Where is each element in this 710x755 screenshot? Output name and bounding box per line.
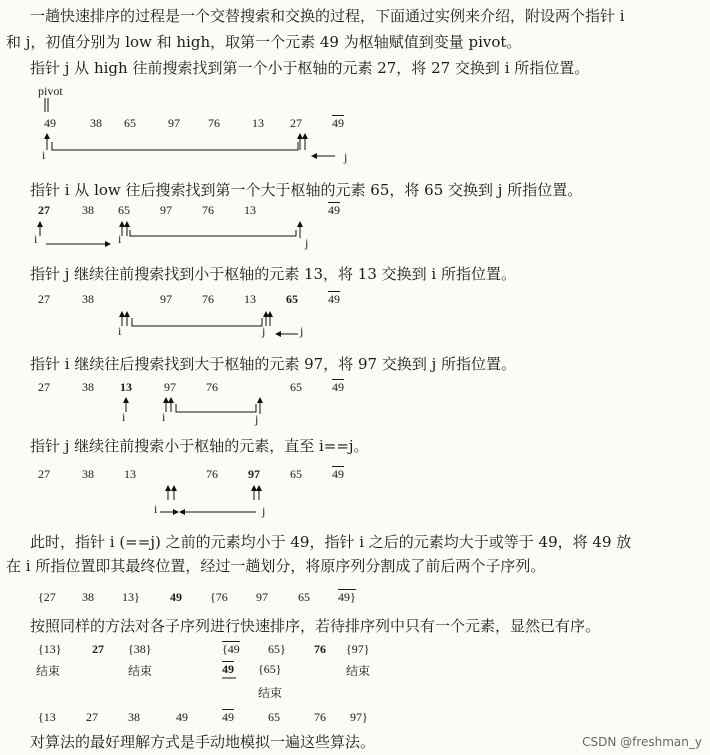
row1-cell: 76 <box>208 116 220 130</box>
row2-cell: 49 <box>328 203 340 217</box>
row5-cell: 13 <box>124 467 136 481</box>
row5-cell: 97 <box>248 467 260 481</box>
row6-cell: 49} <box>338 590 356 604</box>
row3-cell: 49 <box>328 292 340 306</box>
summary-line-1: 此时，指针 i (==j) 之前的元素均小于 49，指针 i 之后的元素均大于或等于 49，将 49 放 <box>30 533 632 551</box>
row1-cell: 27 <box>290 116 302 130</box>
row5-cell: 38 <box>82 467 94 481</box>
row8-cell: 49 <box>176 710 188 724</box>
row6-cell: {76 <box>210 590 228 604</box>
row4-cell: 65 <box>290 380 302 394</box>
done-label: 结束 <box>258 686 283 700</box>
row1-cell: 49 <box>44 116 56 130</box>
row4-cell: 97 <box>164 380 176 394</box>
row8-cell: 38 <box>128 710 140 724</box>
row3-cell: 13 <box>244 292 256 306</box>
row6-cell: 13} <box>122 590 140 604</box>
step3-text: 指针 j 继续往前搜索找到小于枢轴的元素 13，将 13 交换到 i 所指位置。 <box>30 265 517 283</box>
row3-cell: 38 <box>82 292 94 306</box>
row7-cell: 27 <box>92 642 104 656</box>
pointer-j: j <box>344 150 348 164</box>
row3-cell: 65 <box>286 292 298 306</box>
row6-cell: 65 <box>298 590 310 604</box>
row8-cell: 49 <box>222 710 234 724</box>
row3-cell: 76 <box>202 292 214 306</box>
done-label: 结束 <box>346 664 371 678</box>
step1-text: 指针 j 从 high 往前搜索找到第一个小于枢轴的元素 27，将 27 交换到 i 所指位置。 <box>30 59 590 77</box>
step6-text: 按照同样的方法对各子序列进行快速排序，若待排序列中只有一个元素，显然已有序。 <box>30 617 601 635</box>
row7b-cell: {65} <box>258 662 282 676</box>
row8-cell: 76 <box>314 710 326 724</box>
row7-cell: {49 <box>222 642 240 656</box>
row2-cell: 76 <box>202 203 214 217</box>
row7b-cell: 49 <box>222 662 234 676</box>
pointer-i: i <box>122 410 126 424</box>
row6-cell: 97 <box>256 590 268 604</box>
step4-text: 指针 i 继续往后搜索找到大于枢轴的元素 97，将 97 交换到 j 所指位置。 <box>30 355 517 373</box>
pointer-j: j <box>300 324 304 338</box>
pivot-label: pivot <box>38 84 63 98</box>
row4-cell: 38 <box>82 380 94 394</box>
row8-cell: 27 <box>86 710 98 724</box>
pointer-i: i <box>34 232 38 246</box>
row4-cell: 49 <box>332 380 344 394</box>
row3-cell: 27 <box>38 292 50 306</box>
row5-cell: 27 <box>38 467 50 481</box>
pointer-j: j <box>255 412 259 426</box>
row4-cell: 13 <box>120 380 132 394</box>
row5-cell: 65 <box>290 467 302 481</box>
intro-line-2: 和 j，初值分别为 low 和 high，取第一个元素 49 为枢轴赋值到变量 pivot。 <box>6 33 522 51</box>
done-label: 结束 <box>36 664 61 678</box>
intro-line-1: 一趟快速排序的过程是一个交替搜索和交换的过程，下面通过实例来介绍，附设两个指针 i <box>30 7 625 25</box>
final-text: 对算法的最好理解方式是手动地模拟一遍这些算法。 <box>30 733 376 751</box>
summary-line-2: 在 i 所指位置即其最终位置，经过一趟划分，将原序列分割成了前后两个子序列。 <box>6 557 546 575</box>
row2-cell: 97 <box>160 203 172 217</box>
row7-cell: 65} <box>268 642 286 656</box>
pointer-i: i <box>42 148 46 162</box>
row7-cell: {13} <box>38 642 62 656</box>
row2-cell: 27 <box>38 203 50 217</box>
row1-cell: 97 <box>168 116 180 130</box>
row5-cell: 76 <box>206 467 218 481</box>
pointer-j: j <box>262 324 266 338</box>
row1-cell: 65 <box>124 116 136 130</box>
done-label: 结束 <box>128 664 153 678</box>
row1-cell: 38 <box>90 116 102 130</box>
row6-cell: 38 <box>82 590 94 604</box>
pointer-j: j <box>305 236 309 250</box>
row6-cell: 49 <box>170 590 182 604</box>
row7-cell: 76 <box>314 642 326 656</box>
pointer-i: i <box>118 232 122 246</box>
pointer-i: i <box>162 410 166 424</box>
row7-cell: {97} <box>346 642 370 656</box>
pointer-i: i <box>118 324 122 338</box>
row5-cell: 49 <box>332 467 344 481</box>
row2-cell: 13 <box>244 203 256 217</box>
row4-cell: 76 <box>206 380 218 394</box>
row8-cell: 65 <box>268 710 280 724</box>
pointer-j: j <box>262 504 266 518</box>
step5-text: 指针 j 继续往前搜索小于枢轴的元素，直至 i==j。 <box>30 437 369 455</box>
row2-cell: 38 <box>82 203 94 217</box>
row7-cell: {38} <box>128 642 152 656</box>
watermark: CSDN @freshman_y <box>582 735 702 749</box>
row3-cell: 97 <box>160 292 172 306</box>
step2-text: 指针 i 从 low 往后搜索找到第一个大于枢轴的元素 65，将 65 交换到 j 所指位置。 <box>30 181 583 199</box>
row6-cell: {27 <box>38 590 56 604</box>
pointer-i: i <box>154 502 158 516</box>
row8-cell: 97} <box>350 710 368 724</box>
row4-cell: 27 <box>38 380 50 394</box>
row1-cell: 13 <box>252 116 264 130</box>
row2-cell: 65 <box>118 203 130 217</box>
row8-cell: {13 <box>38 710 56 724</box>
row1-cell: 49 <box>332 116 344 130</box>
